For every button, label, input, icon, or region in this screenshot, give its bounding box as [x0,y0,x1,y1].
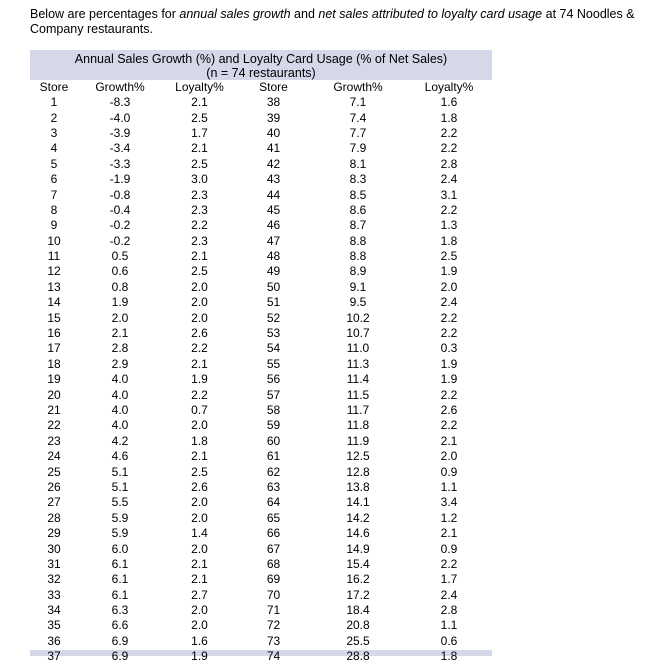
cell-store: 42 [266,156,281,171]
cell-loyalty: 3.4 [440,495,458,510]
cell-growth: 8.8 [349,233,367,248]
cell-store: 20 [47,387,61,402]
cell-loyalty: 2.1 [191,95,208,110]
cell-store: 7 [50,187,58,202]
cell-growth: 2.1 [111,326,129,341]
table-row [30,295,492,310]
intro-text-3: at 74 Noodles & Company restaurants. [30,7,635,36]
cell-store: 40 [266,125,281,140]
cell-loyalty: 0.9 [440,541,458,556]
cell-loyalty: 1.8 [191,433,208,448]
table-row [30,480,492,495]
cell-store: 1 [50,95,58,110]
cell-store: 3 [50,125,58,140]
cell-loyalty: 2.0 [191,418,208,433]
cell-loyalty: 2.2 [440,418,458,433]
cell-growth: -0.4 [109,202,131,217]
cell-store: 59 [266,418,281,433]
table-row [30,449,492,464]
cell-growth: 6.1 [111,572,129,587]
cell-store: 21 [47,403,61,417]
cell-loyalty: 1.9 [440,356,458,371]
cell-loyalty: 2.0 [191,510,208,525]
table-row [30,326,492,341]
cell-loyalty: 0.6 [440,633,458,648]
cell-store: 2 [50,110,58,125]
cell-growth: 6.9 [111,633,129,648]
header-growth-right: Growth% [333,80,383,94]
cell-loyalty: 2.2 [191,341,208,356]
table-row [30,264,492,279]
cell-loyalty: 2.5 [440,249,458,264]
cell-growth: -0.8 [109,187,131,202]
cell-growth: 8.8 [349,249,367,264]
cell-growth: -4.0 [109,110,131,125]
cell-growth: 14.1 [346,495,370,510]
cell-growth: 4.6 [111,449,129,464]
cell-growth: 11.7 [346,403,370,417]
intro-text-1: Below are percentages for [30,7,180,21]
cell-growth: 8.1 [349,156,367,171]
table-row [30,511,492,526]
cell-store: 15 [47,310,61,325]
table-body-area [30,80,492,664]
cell-loyalty: 2.6 [440,403,458,417]
cell-store: 8 [50,202,58,217]
cell-growth: 2.0 [111,310,129,325]
cell-growth: 4.0 [111,418,129,433]
cell-growth: 6.3 [111,603,129,618]
cell-growth: 13.8 [346,479,370,494]
cell-loyalty: 1.2 [440,510,458,525]
cell-store: 73 [266,633,281,648]
table-row [30,280,492,295]
cell-loyalty: 1.8 [440,233,458,248]
cell-store: 6 [50,172,58,187]
cell-growth: 7.7 [349,125,367,140]
cell-loyalty: 2.3 [191,233,208,248]
cell-store: 48 [266,249,281,264]
cell-store: 51 [266,295,281,310]
cell-store: 14 [47,295,61,310]
cell-growth: 11.5 [346,387,370,402]
cell-store: 13 [47,279,61,294]
cell-growth: 6.6 [111,618,129,633]
cell-loyalty: 1.9 [440,264,458,279]
cell-growth: 0.5 [111,249,129,264]
table-row [30,495,492,510]
cell-growth: 15.4 [346,556,370,571]
cell-growth: -1.9 [109,172,131,187]
cell-growth: 6.1 [111,587,129,602]
table-row [30,187,492,202]
cell-growth: 5.9 [111,510,129,525]
cell-growth: 11.8 [346,418,370,433]
cell-loyalty: 1.1 [440,479,458,494]
cell-store: 10 [47,233,61,248]
cell-loyalty: 2.1 [191,249,208,264]
table-row [30,249,492,264]
cell-loyalty: 2.2 [440,310,458,325]
data-table-panel [30,50,492,664]
cell-store: 68 [266,556,281,571]
cell-store: 24 [47,449,61,464]
cell-growth: 4.0 [111,403,129,417]
table-row [30,572,492,587]
cell-growth: 7.9 [349,141,367,156]
cell-store: 35 [47,618,61,633]
cell-store: 74 [266,649,281,664]
table-row [30,464,492,479]
cell-loyalty: 2.8 [440,603,458,618]
cell-loyalty: 2.1 [191,556,208,571]
cell-store: 18 [47,356,61,371]
cell-loyalty: 2.1 [440,526,458,541]
cell-growth: 8.5 [349,187,367,202]
table-rows [30,95,492,664]
cell-loyalty: 1.9 [191,649,208,664]
cell-store: 22 [47,418,61,433]
cell-loyalty: 2.0 [191,279,208,294]
cell-store: 54 [266,341,281,356]
cell-loyalty: 2.5 [191,464,208,479]
cell-growth: 0.6 [111,264,129,279]
cell-store: 49 [266,264,281,279]
cell-store: 5 [50,156,58,171]
cell-store: 29 [47,526,61,541]
cell-store: 55 [266,356,281,371]
cell-store: 32 [47,572,61,587]
cell-store: 4 [50,141,58,156]
table-row [30,603,492,618]
cell-loyalty: 2.1 [440,433,458,448]
table-row [30,526,492,541]
cell-store: 52 [266,310,281,325]
cell-loyalty: 1.1 [440,618,458,633]
table-row [30,372,492,387]
header-store-right: Store [259,80,288,94]
cell-loyalty: 1.4 [191,526,208,541]
cell-store: 62 [266,464,281,479]
cell-growth: 7.1 [349,95,367,110]
cell-loyalty: 2.2 [440,141,458,156]
cell-growth: 11.9 [346,433,370,448]
cell-growth: 4.0 [111,387,129,402]
cell-growth: 5.9 [111,526,129,541]
cell-growth: 11.3 [346,356,370,371]
cell-store: 69 [266,572,281,587]
cell-growth: 7.4 [349,110,367,125]
cell-loyalty: 2.2 [440,326,458,341]
table-row [30,141,492,156]
cell-store: 12 [47,264,61,279]
table-row [30,172,492,187]
cell-loyalty: 2.2 [440,556,458,571]
cell-growth: 5.1 [111,464,129,479]
cell-store: 23 [47,433,61,448]
table-row [30,434,492,449]
header-store-left: Store [39,80,69,94]
cell-growth: 4.2 [111,433,129,448]
cell-store: 64 [266,495,281,510]
cell-growth: 2.8 [111,341,129,356]
cell-loyalty: 2.8 [440,156,458,171]
cell-loyalty: 2.4 [440,295,458,310]
cell-store: 67 [266,541,281,556]
cell-growth: 14.6 [346,526,370,541]
cell-loyalty: 2.2 [191,387,208,402]
table-row [30,387,492,402]
cell-growth: 12.8 [346,464,370,479]
cell-growth: 14.2 [346,510,370,525]
cell-growth: 4.0 [111,372,129,387]
cell-store: 56 [266,372,281,387]
cell-growth: 25.5 [346,633,370,648]
cell-growth: 2.9 [111,356,129,371]
cell-store: 28 [47,510,61,525]
cell-growth: -3.3 [109,156,131,171]
cell-loyalty: 2.1 [191,356,208,371]
table-row [30,203,492,218]
cell-loyalty: 2.5 [191,156,208,171]
cell-loyalty: 2.0 [440,449,458,464]
cell-loyalty: 2.4 [440,172,458,187]
cell-store: 46 [266,218,281,233]
cell-store: 45 [266,202,281,217]
intro-paragraph [30,7,650,37]
header-growth-left: Growth% [95,80,145,94]
cell-store: 41 [266,141,281,156]
table-title: Annual Sales Growth (%) and Loyalty Card Usage (% of Net Sales) [74,52,448,66]
cell-loyalty: 2.3 [191,202,208,217]
cell-loyalty: 2.0 [191,495,208,510]
cell-store: 37 [47,649,61,664]
table-row [30,634,492,649]
cell-growth: 10.7 [346,326,370,341]
intro-text-2: and [290,7,319,21]
cell-store: 50 [266,279,281,294]
table-subtitle: (n = 74 restaurants) [206,66,316,80]
table-row [30,110,492,125]
cell-store: 63 [266,479,281,494]
cell-growth: 0.8 [111,279,129,294]
cell-growth: 9.5 [349,295,367,310]
cell-growth: 11.4 [346,372,370,387]
cell-store: 71 [266,603,281,618]
intro-emphasis-loyalty: net sales attributed to loyalty card usage [318,7,543,21]
table-row [30,218,492,233]
cell-growth: 8.6 [349,202,367,217]
cell-store: 11 [47,249,61,264]
cell-store: 65 [266,510,281,525]
cell-growth: 9.1 [349,279,367,294]
cell-store: 43 [266,172,281,187]
cell-loyalty: 1.8 [440,649,458,664]
cell-store: 19 [47,372,61,387]
cell-store: 36 [47,633,61,648]
table-row [30,157,492,172]
cell-loyalty: 2.3 [191,187,208,202]
table-row [30,310,492,325]
cell-growth: 6.1 [111,556,129,571]
cell-growth: 11.0 [346,341,370,356]
cell-store: 16 [47,326,61,341]
cell-growth: 6.9 [111,649,129,664]
cell-loyalty: 1.7 [191,125,208,140]
cell-loyalty: 2.2 [191,218,208,233]
cell-loyalty: 2.5 [191,110,208,125]
table-row [30,357,492,372]
cell-growth: -3.9 [109,125,131,140]
cell-growth: -0.2 [109,233,131,248]
cell-loyalty: 2.0 [191,603,208,618]
cell-store: 17 [47,341,61,356]
cell-loyalty: 3.1 [440,187,458,202]
table-row [30,403,492,418]
cell-store: 72 [266,618,281,633]
cell-store: 39 [266,110,281,125]
cell-store: 31 [47,556,61,571]
cell-loyalty: 1.9 [191,372,208,387]
cell-loyalty: 2.2 [440,387,458,402]
cell-store: 47 [266,233,281,248]
cell-loyalty: 2.5 [191,264,208,279]
cell-store: 34 [47,603,61,618]
cell-store: 25 [47,464,61,479]
cell-store: 27 [47,495,61,510]
cell-store: 44 [266,187,281,202]
table-row [30,541,492,556]
cell-growth: 5.1 [111,479,129,494]
data-table [30,80,492,664]
cell-loyalty: 1.6 [440,95,458,110]
cell-growth: 8.9 [349,264,367,279]
header-row [30,80,492,95]
cell-growth: 17.2 [346,587,370,602]
cell-loyalty: 1.3 [440,218,458,233]
cell-loyalty: 0.3 [440,341,458,356]
cell-growth: 6.0 [111,541,129,556]
cell-loyalty: 1.6 [191,633,208,648]
header-loyalty-left: Loyalty% [175,80,224,94]
cell-store: 53 [266,326,281,341]
cell-loyalty: 1.8 [440,110,458,125]
cell-store: 70 [266,587,281,602]
cell-store: 58 [266,403,281,417]
table-row [30,234,492,249]
table-row [30,341,492,356]
cell-growth: -0.2 [109,218,131,233]
intro-emphasis-growth: annual sales growth [179,7,291,21]
cell-loyalty: 3.0 [191,172,208,187]
cell-growth: 20.8 [346,618,370,633]
cell-growth: 16.2 [346,572,370,587]
table-row [30,95,492,110]
cell-growth: -3.4 [109,141,131,156]
cell-growth: 5.5 [111,495,129,510]
cell-growth: 12.5 [346,449,370,464]
cell-growth: 18.4 [346,603,370,618]
cell-store: 26 [47,479,61,494]
cell-store: 30 [47,541,61,556]
cell-loyalty: 0.9 [440,464,458,479]
cell-loyalty: 2.0 [440,279,458,294]
cell-growth: 8.7 [349,218,367,233]
cell-growth: 10.2 [346,310,370,325]
cell-loyalty: 2.7 [191,587,208,602]
table-row [30,126,492,141]
cell-store: 33 [47,587,61,602]
cell-growth: 14.9 [346,541,370,556]
cell-loyalty: 2.2 [440,125,458,140]
cell-store: 60 [266,433,281,448]
cell-loyalty: 2.0 [191,541,208,556]
cell-store: 9 [50,218,58,233]
cell-loyalty: 2.0 [191,295,208,310]
cell-loyalty: 2.0 [191,310,208,325]
cell-growth: 28.8 [346,649,370,664]
table-row [30,618,492,633]
cell-store: 61 [266,449,281,464]
cell-loyalty: 1.7 [440,572,458,587]
cell-loyalty: 2.1 [191,141,208,156]
table-row [30,557,492,572]
cell-store: 57 [266,387,281,402]
cell-loyalty: 1.9 [440,372,458,387]
cell-loyalty: 2.6 [191,326,208,341]
cell-loyalty: 0.7 [191,403,208,417]
table-row [30,418,492,433]
cell-loyalty: 2.2 [440,202,458,217]
cell-loyalty: 2.1 [191,572,208,587]
cell-store: 66 [266,526,281,541]
table-row [30,649,492,664]
cell-loyalty: 2.1 [191,449,208,464]
cell-growth: -8.3 [109,95,131,110]
cell-loyalty: 2.6 [191,479,208,494]
cell-loyalty: 2.0 [191,618,208,633]
cell-growth: 8.3 [349,172,367,187]
cell-growth: 1.9 [111,295,129,310]
header-loyalty-right: Loyalty% [424,80,474,94]
cell-store: 38 [266,95,281,110]
table-row [30,588,492,603]
cell-loyalty: 2.4 [440,587,458,602]
